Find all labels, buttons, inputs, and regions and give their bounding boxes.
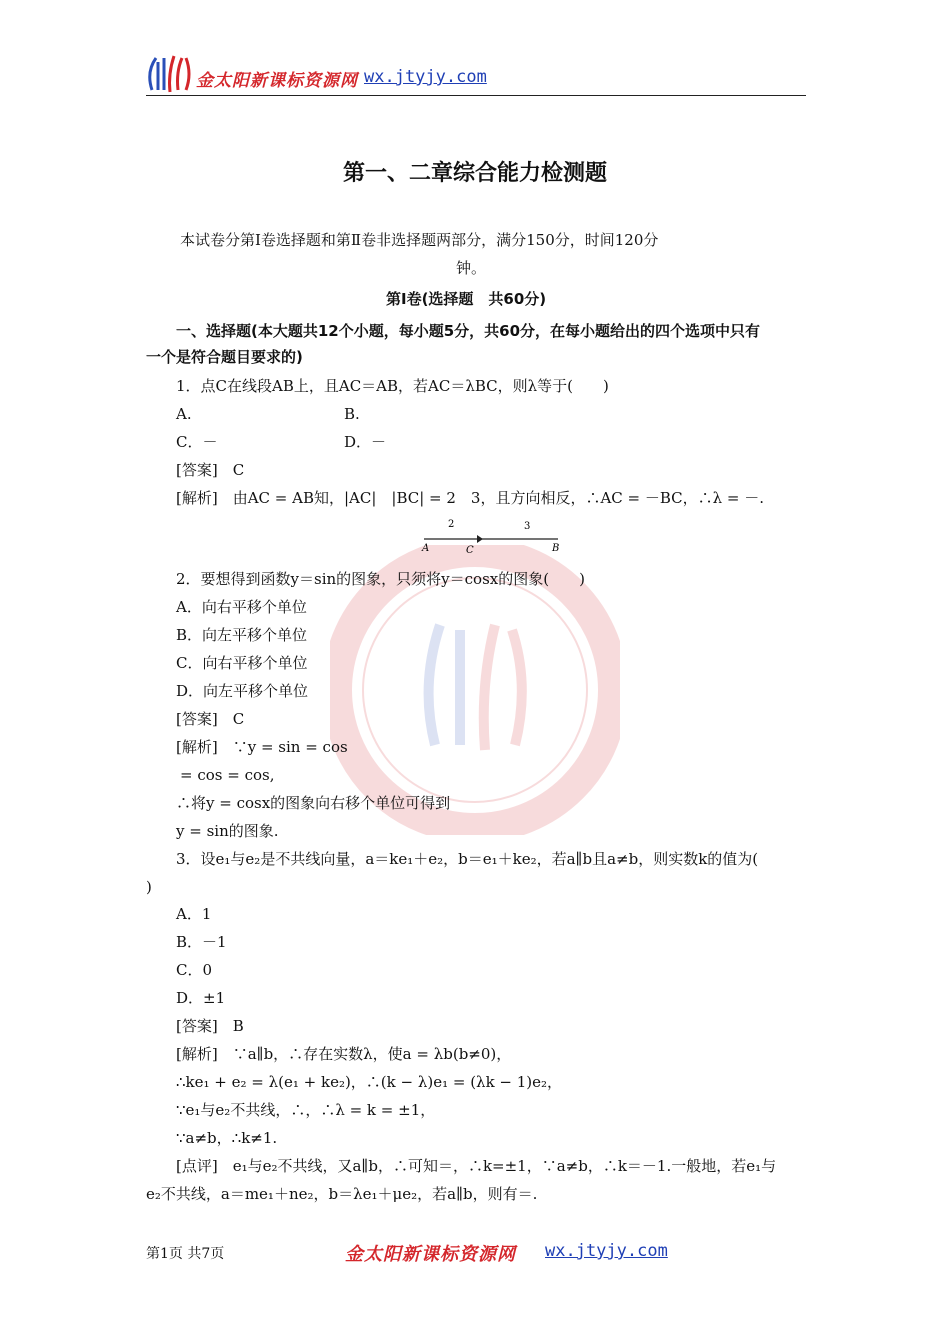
section-instructions-1: 一、选择题(本大题共12个小题，每小题5分，共60分，在每小题给出的四个选项中只有	[176, 322, 761, 340]
q2-analysis-2: = cos = cos,	[180, 766, 275, 784]
q3-analysis-2: ∴ke₁ + e₂ = λ(e₁ + ke₂)，∴(k − λ)e₁ = (λk − 1)e₂，	[176, 1073, 563, 1091]
page-header	[146, 52, 806, 98]
header-brand: 金太阳新课标资源网	[196, 71, 358, 91]
q2-answer: [答案] C	[176, 710, 245, 728]
q1-option-c: C．－	[176, 433, 218, 451]
q2-analysis-3: ∴将y = cosx的图象向右移个单位可得到	[176, 794, 451, 812]
diagram-label-3: 3	[524, 521, 531, 532]
q2-analysis-1: [解析] ∵y = sin = cos	[176, 738, 348, 756]
section-title: 第Ⅰ卷(选择题 共60分)	[386, 290, 547, 308]
footer-brand: 金太阳新课标资源网	[345, 1244, 516, 1265]
q3-option-c: C．0	[176, 961, 213, 979]
segment-diagram	[420, 518, 565, 558]
q1-answer: [答案] C	[176, 461, 245, 479]
q3-stem-2: )	[146, 878, 152, 896]
q2-option-d: D．向左平移个单位	[176, 682, 309, 700]
diagram-label-2: 2	[448, 519, 455, 530]
page-number: 第1页 共7页	[146, 1246, 225, 1262]
q2-stem: 2．要想得到函数y＝sin的图象，只须将y＝cosx的图象( )	[176, 570, 585, 588]
q1-stem: 1．点C在线段AB上，且AC＝AB，若AC＝λBC，则λ等于( )	[176, 377, 609, 395]
q2-option-c: C．向右平移个单位	[176, 654, 308, 672]
brand-logo-icon	[146, 52, 194, 96]
arrowhead-icon	[477, 535, 483, 543]
section-instructions-2: 一个是符合题目要求的)	[146, 348, 303, 366]
diagram-label-a: A	[422, 543, 430, 554]
q2-analysis-4: y = sin的图象.	[176, 822, 279, 840]
q3-review-1: [点评] e₁与e₂不共线，又a∥b，∴可知＝，∴k=±1，∵a≠b，∴k＝－1.一般地，若e₁与	[176, 1157, 777, 1175]
diagram-label-c: C	[466, 545, 474, 556]
q3-stem-1: 3．设e₁与e₂是不共线向量，a＝ke₁＋e₂，b＝e₁＋ke₂，若a∥b且a≠b，则实数k的值为(	[176, 850, 759, 868]
page-title: 第一、二章综合能力检测题	[342, 161, 607, 186]
q2-option-b: B．向左平移个单位	[176, 626, 308, 644]
header-site-link[interactable]: wx.jtyjy.com	[364, 67, 487, 87]
intro-line-1: 本试卷分第Ⅰ卷选择题和第Ⅱ卷非选择题两部分，满分150分，时间120分	[180, 231, 659, 249]
q1-option-d: D．－	[344, 433, 387, 451]
q1-option-b: B.	[344, 405, 360, 423]
q3-analysis-4: ∵a≠b，∴k≠1.	[176, 1129, 278, 1147]
intro-line-2: 钟。	[456, 259, 487, 277]
q3-option-a: A．1	[176, 905, 212, 923]
q3-answer: [答案] B	[176, 1017, 244, 1035]
diagram-label-b: B	[552, 543, 560, 554]
footer-site-link[interactable]: wx.jtyjy.com	[545, 1241, 668, 1261]
q3-analysis-3: ∵e₁与e₂不共线，∴，∴λ = k = ±1，	[176, 1101, 436, 1119]
q2-option-a: A．向右平移个单位	[176, 598, 307, 616]
header-rule	[146, 95, 806, 96]
q1-option-a: A.	[176, 405, 192, 423]
q3-analysis-1: [解析] ∵a∥b，∴存在实数λ，使a = λb(b≠0)，	[176, 1045, 512, 1063]
q1-analysis: [解析] 由AC = AB知，|AC| |BC| = 2 3，且方向相反，∴AC = －BC，∴λ = －.	[176, 489, 765, 507]
q3-option-b: B．－1	[176, 933, 227, 951]
q3-option-d: D．±1	[176, 989, 226, 1007]
q3-review-2: e₂不共线，a＝me₁＋ne₂，b＝λe₁＋μe₂，若a∥b，则有＝.	[146, 1185, 538, 1203]
